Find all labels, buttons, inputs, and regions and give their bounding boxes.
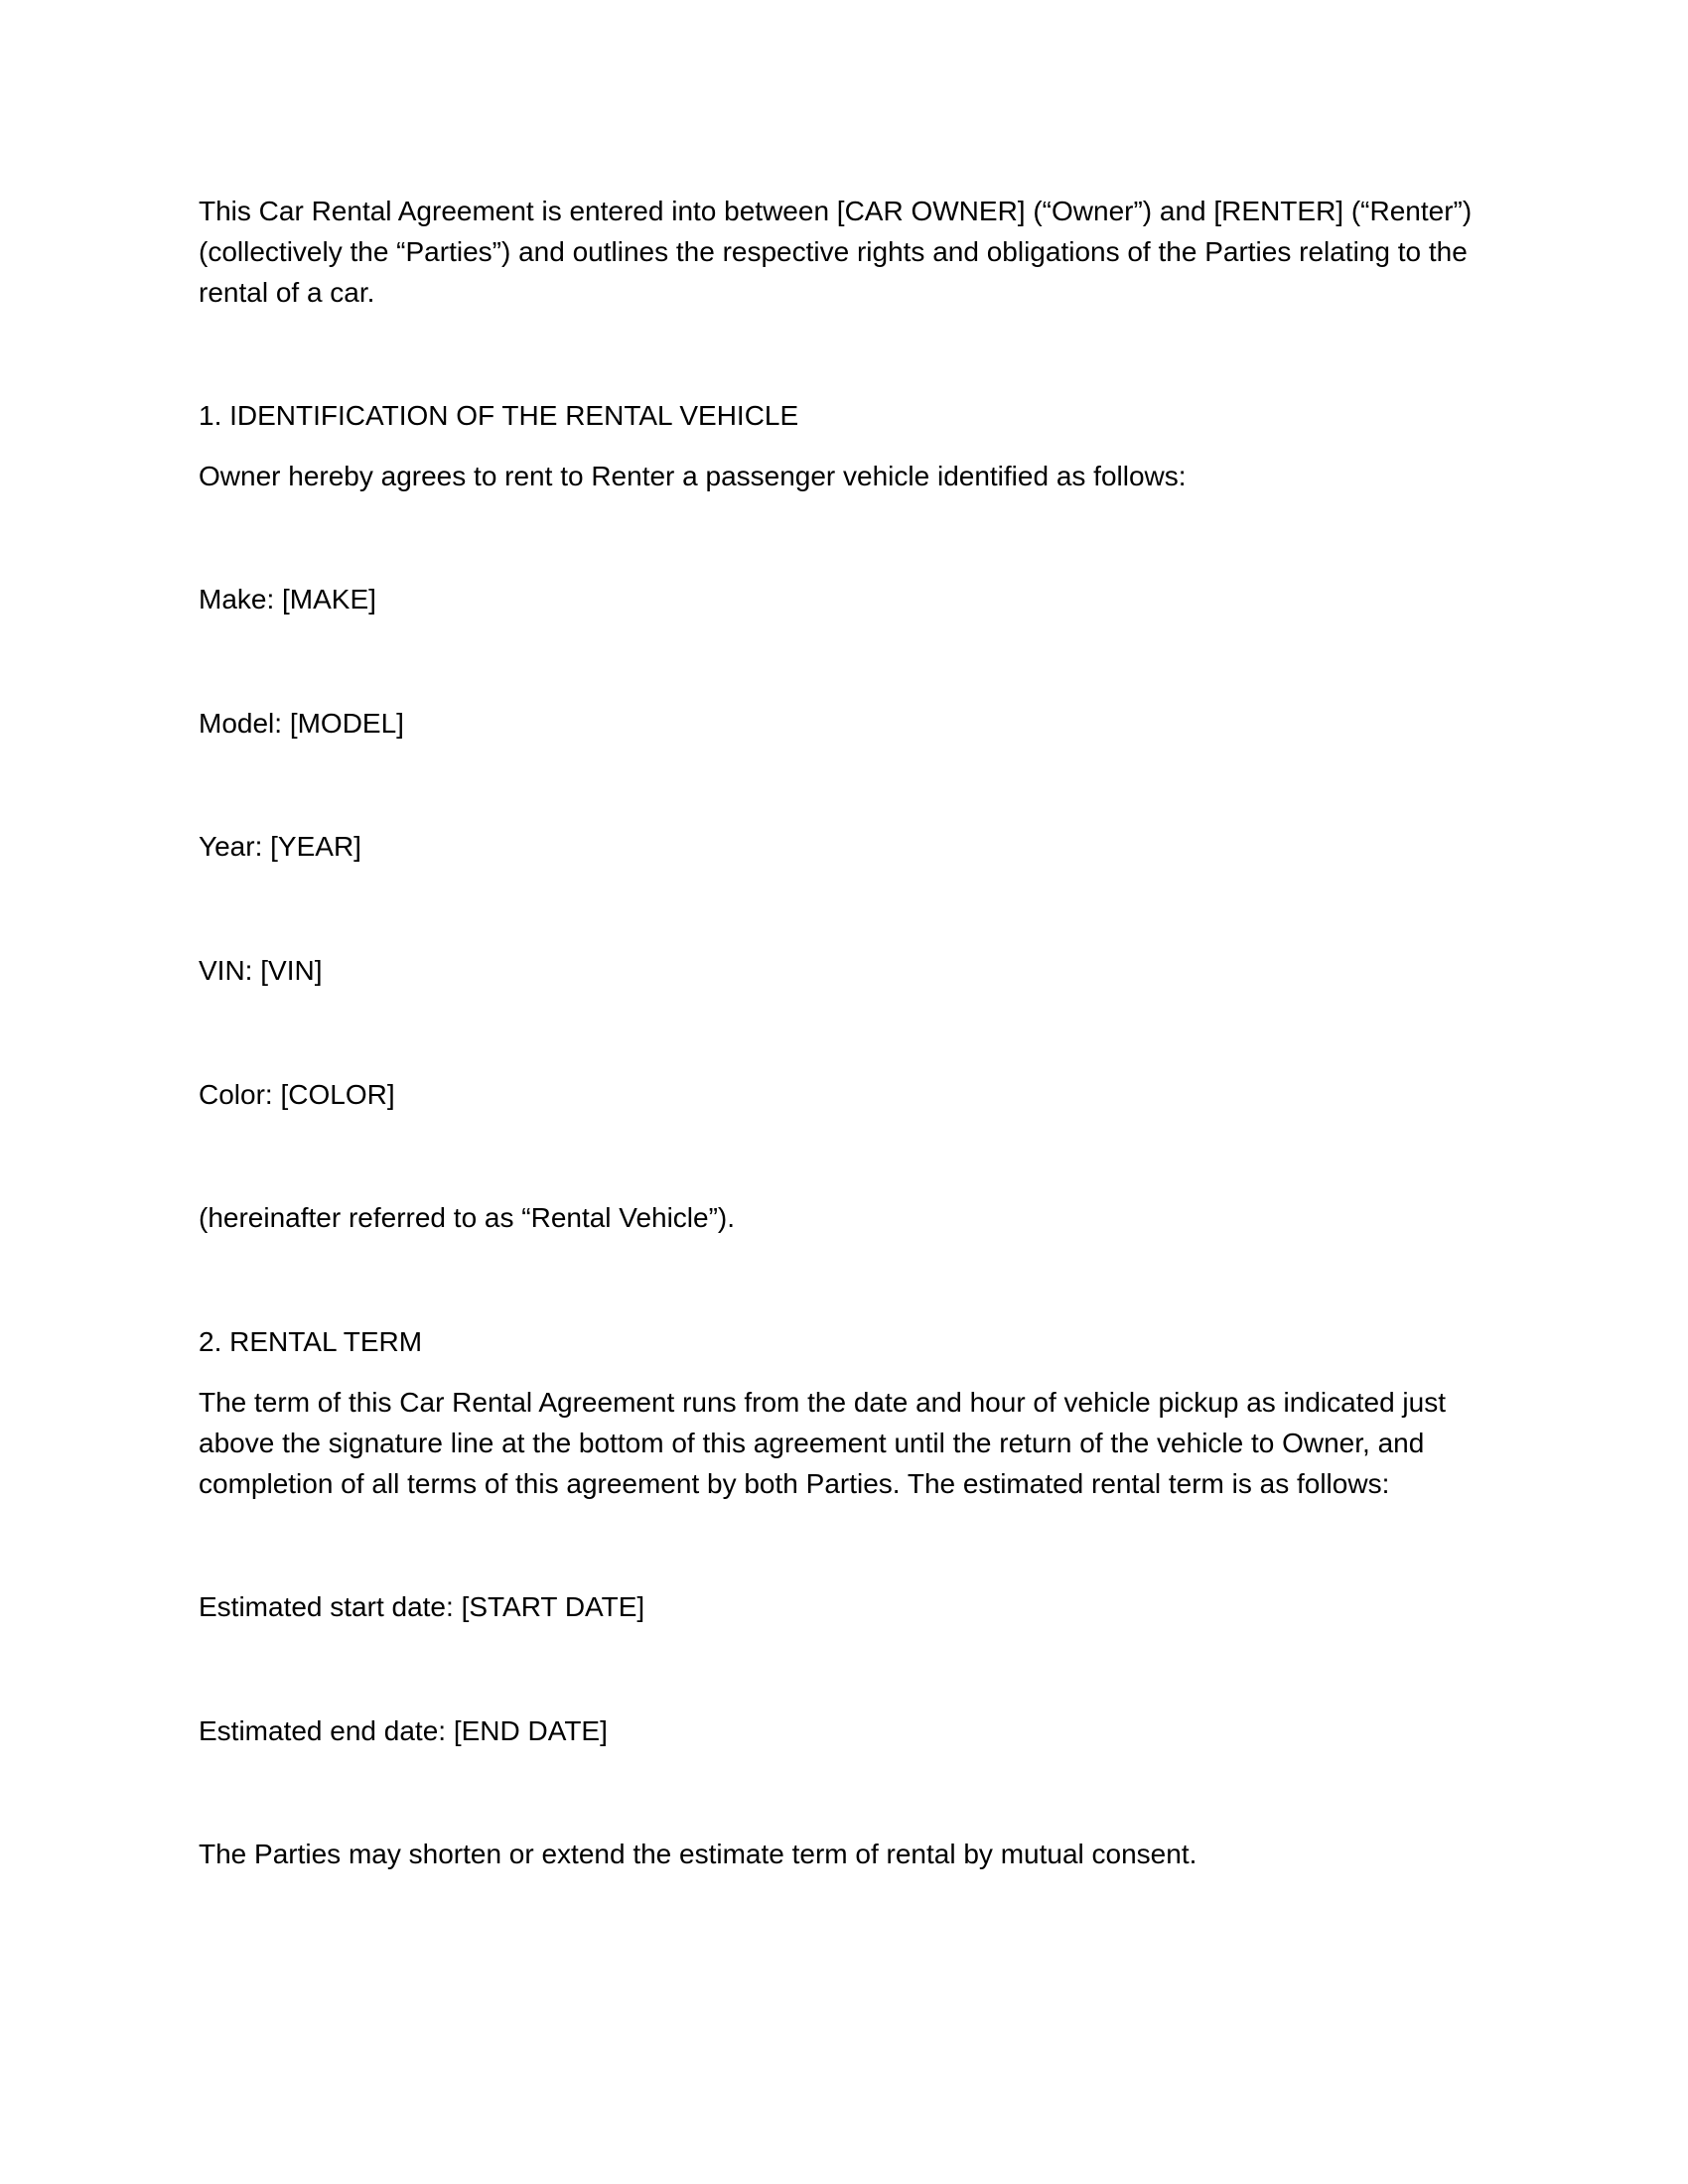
vehicle-model: Model: [MODEL] xyxy=(199,708,404,739)
term-adjustment-clause: The Parties may shorten or extend the estimate term of rental by mutual consent. xyxy=(199,1839,1197,1869)
section-2-body: The term of this Car Rental Agreement runs from the date and hour of vehicle pickup as indicated just above the signature line at the bottom of this agreement until the return of the vehicle to Owner, and completion of all terms of this agreement by both Parties. The estimated rental term is as follows: xyxy=(199,1387,1446,1499)
vehicle-vin: VIN: [VIN] xyxy=(199,955,323,986)
rental-vehicle-definition: (hereinafter referred to as “Rental Vehicle”). xyxy=(199,1202,736,1233)
section-1-lead: Owner hereby agrees to rent to Renter a passenger vehicle identified as follows: xyxy=(199,461,1187,491)
intro-paragraph: This Car Rental Agreement is entered into between [CAR OWNER] (“Owner”) and [RENTER] (“Renter”) (collectively the “Parties”) and outlines the respective rights and obligations of the Parties relating to the rental of a car. xyxy=(199,196,1473,308)
estimated-end-date: Estimated end date: [END DATE] xyxy=(199,1715,608,1746)
vehicle-make: Make: [MAKE] xyxy=(199,584,376,614)
vehicle-color: Color: [COLOR] xyxy=(199,1079,395,1110)
vehicle-year: Year: [YEAR] xyxy=(199,831,361,862)
section-2-heading: 2. RENTAL TERM xyxy=(199,1326,423,1357)
section-1-heading: 1. IDENTIFICATION OF THE RENTAL VEHICLE xyxy=(199,400,799,431)
estimated-start-date: Estimated start date: [START DATE] xyxy=(199,1591,645,1622)
